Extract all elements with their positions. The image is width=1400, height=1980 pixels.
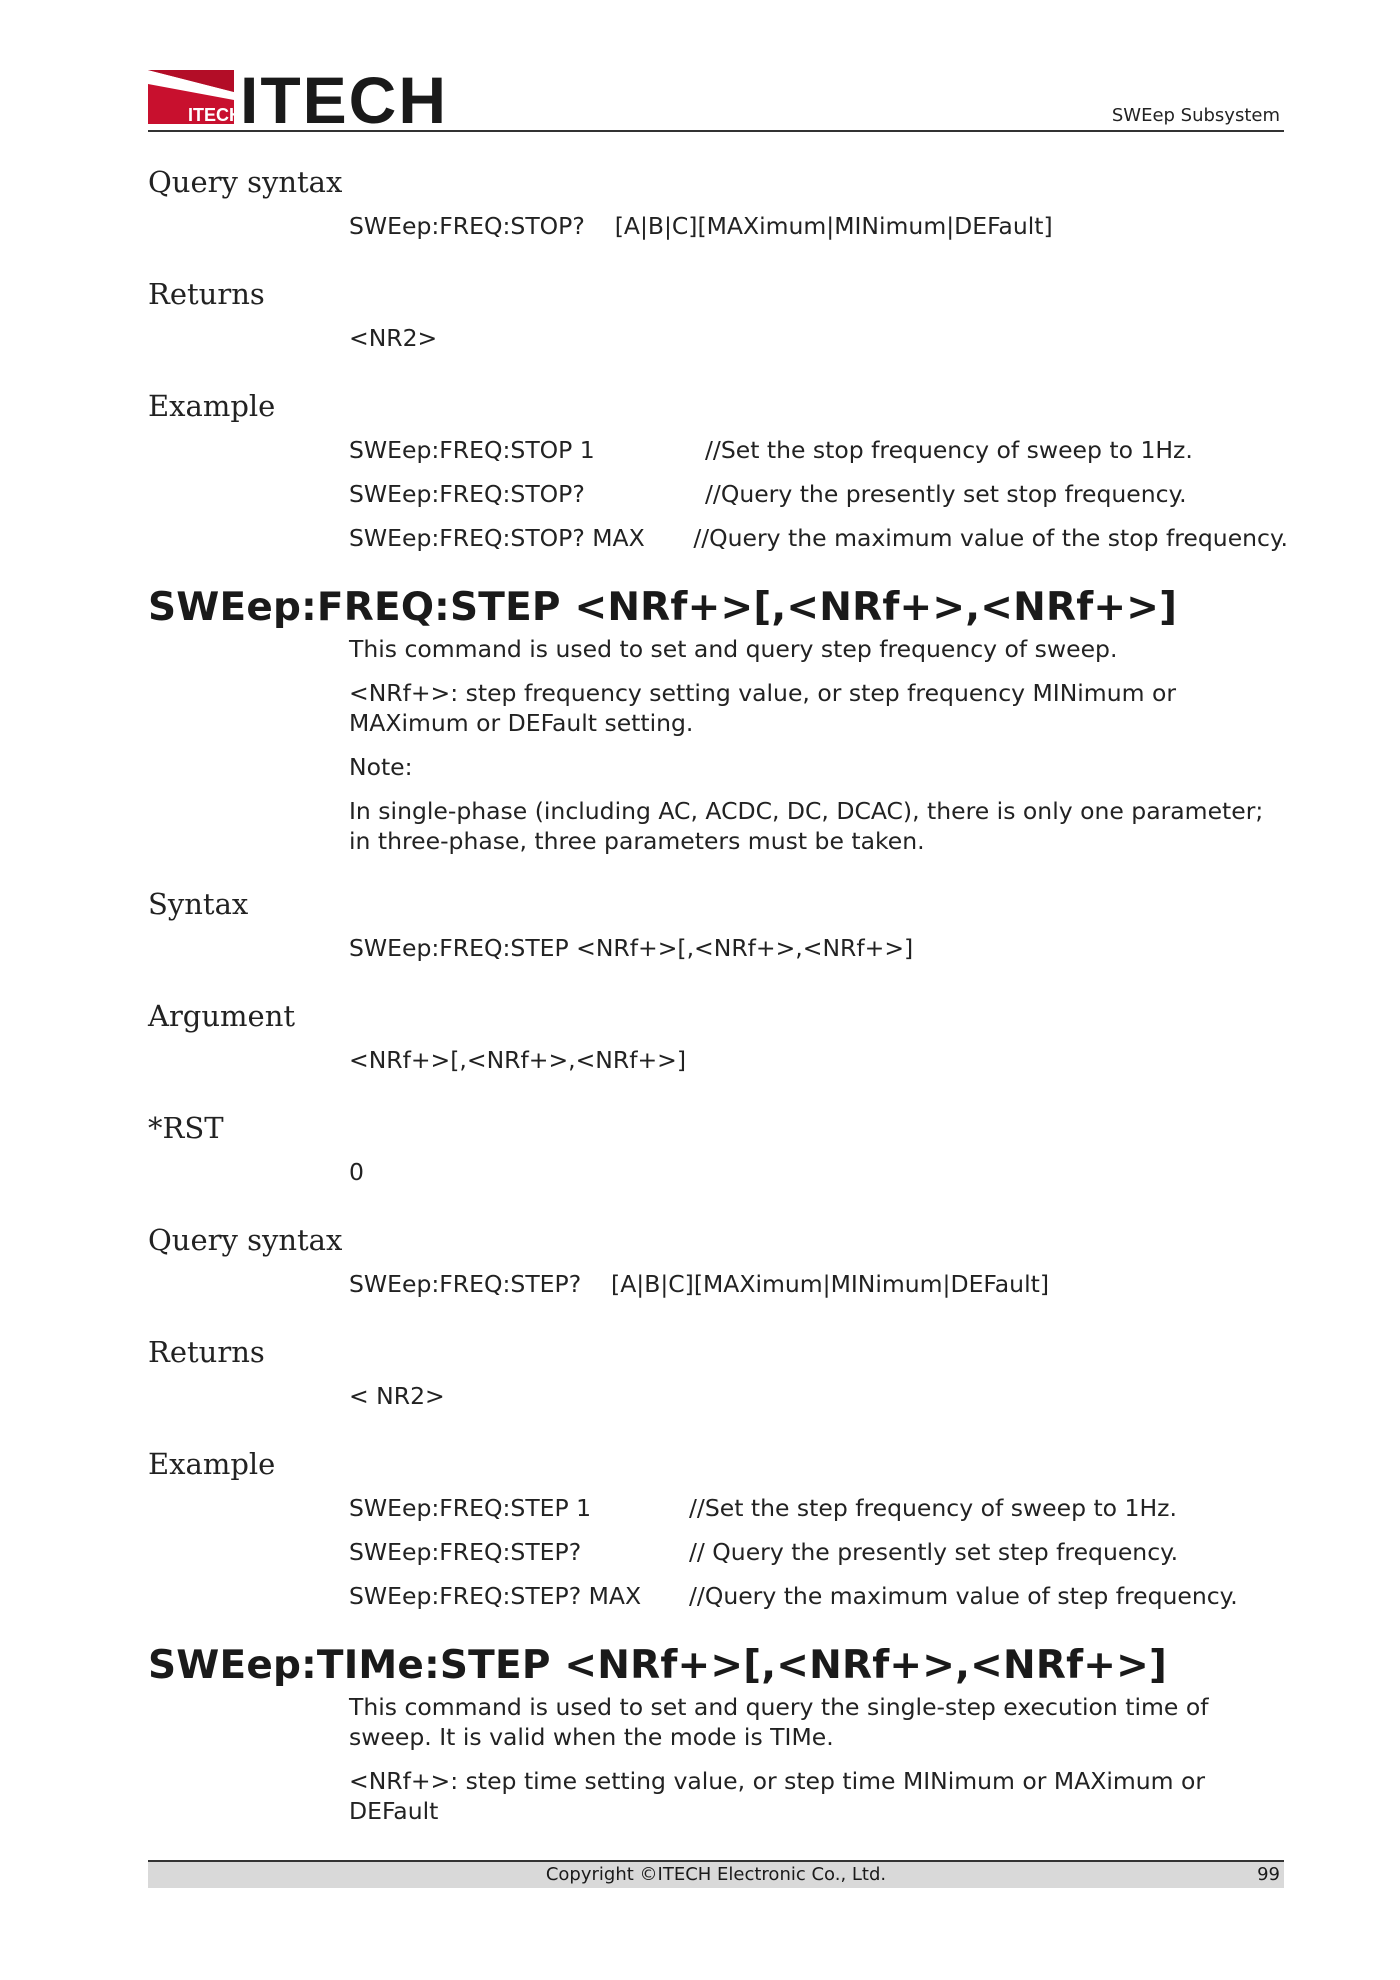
returns-label: Returns	[148, 1335, 265, 1369]
command-title-time-step: SWEep:TIMe:STEP <NRf+>[,<NRf+>,<NRf+>]	[148, 1643, 1168, 1688]
logo-text: ITECH	[240, 66, 448, 128]
page-footer	[148, 1860, 1284, 1888]
returns-label: Returns	[148, 277, 265, 311]
returns-value: < NR2>	[349, 1382, 445, 1410]
argument-label: Argument	[148, 999, 296, 1033]
query-syntax-value: SWEep:FREQ:STOP? [A|B|C][MAXimum|MINimum|DEFault]	[349, 212, 1053, 240]
rst-label: *RST	[148, 1111, 224, 1145]
example-command: SWEep:FREQ:STOP 1	[349, 436, 595, 464]
copyright-text: Copyright ©ITECH Electronic Co., Ltd.	[545, 1864, 887, 1885]
example-command: SWEep:FREQ:STOP?	[349, 480, 585, 508]
command-title-freq-step: SWEep:FREQ:STEP <NRf+>[,<NRf+>,<NRf+>]	[148, 585, 1178, 630]
parameter-description: <NRf+>: step time setting value, or step time MINimum or MAXimum or DEFault	[349, 1767, 1206, 1825]
query-syntax-label: Query syntax	[148, 1223, 343, 1257]
example-comment: //Set the stop frequency of sweep to 1Hz.	[705, 436, 1193, 464]
example-row	[349, 472, 1288, 516]
example-row	[349, 1574, 1288, 1618]
page-header	[148, 66, 1284, 132]
itech-logo	[148, 66, 468, 128]
note-text: In single-phase (including AC, ACDC, DC, DCAC), there is only one parameter; in three-phase, three parameters must be taken.	[349, 797, 1264, 855]
parameter-description: <NRf+>: step frequency setting value, or step frequency MINimum or MAXimum or DEFault setting.	[349, 679, 1176, 737]
example-comment: //Query the maximum value of step frequency.	[689, 1582, 1238, 1610]
syntax-label: Syntax	[148, 887, 249, 921]
example-row	[349, 1530, 1288, 1574]
example-comment: //Query the presently set stop frequency.	[705, 480, 1187, 508]
example-label: Example	[148, 389, 276, 423]
argument-value: <NRf+>[,<NRf+>,<NRf+>]	[349, 1046, 687, 1074]
command-description: This command is used to set and query the single-step execution time of sweep. It is valid when the mode is TIMe.	[349, 1693, 1209, 1751]
example-command: SWEep:FREQ:STEP 1	[349, 1494, 592, 1522]
example-command: SWEep:FREQ:STOP? MAX	[349, 524, 645, 552]
example-list	[349, 428, 1288, 560]
example-row	[349, 516, 1288, 560]
example-list	[349, 1486, 1288, 1618]
example-command: SWEep:FREQ:STEP?	[349, 1538, 582, 1566]
note-label: Note:	[349, 753, 413, 781]
command-description: This command is used to set and query step frequency of sweep.	[349, 635, 1118, 663]
page-content	[148, 160, 1288, 1840]
syntax-value: SWEep:FREQ:STEP <NRf+>[,<NRf+>,<NRf+>]	[349, 934, 914, 962]
logo-small-text: ITECH	[188, 105, 242, 125]
example-comment: //Query the maximum value of the stop frequency.	[693, 524, 1288, 552]
example-command: SWEep:FREQ:STEP? MAX	[349, 1582, 642, 1610]
rst-value: 0	[349, 1158, 364, 1186]
example-label: Example	[148, 1447, 276, 1481]
section-name: SWEep Subsystem	[1111, 105, 1280, 126]
returns-value: <NR2>	[349, 324, 438, 352]
query-syntax-label: Query syntax	[148, 165, 343, 199]
example-row	[349, 1486, 1288, 1530]
example-comment: //Set the step frequency of sweep to 1Hz.	[689, 1494, 1177, 1522]
page-number: 99	[1257, 1864, 1280, 1885]
example-comment: // Query the presently set step frequency.	[689, 1538, 1179, 1566]
query-syntax-value: SWEep:FREQ:STEP? [A|B|C][MAXimum|MINimum|DEFault]	[349, 1270, 1049, 1298]
example-row	[349, 428, 1288, 472]
